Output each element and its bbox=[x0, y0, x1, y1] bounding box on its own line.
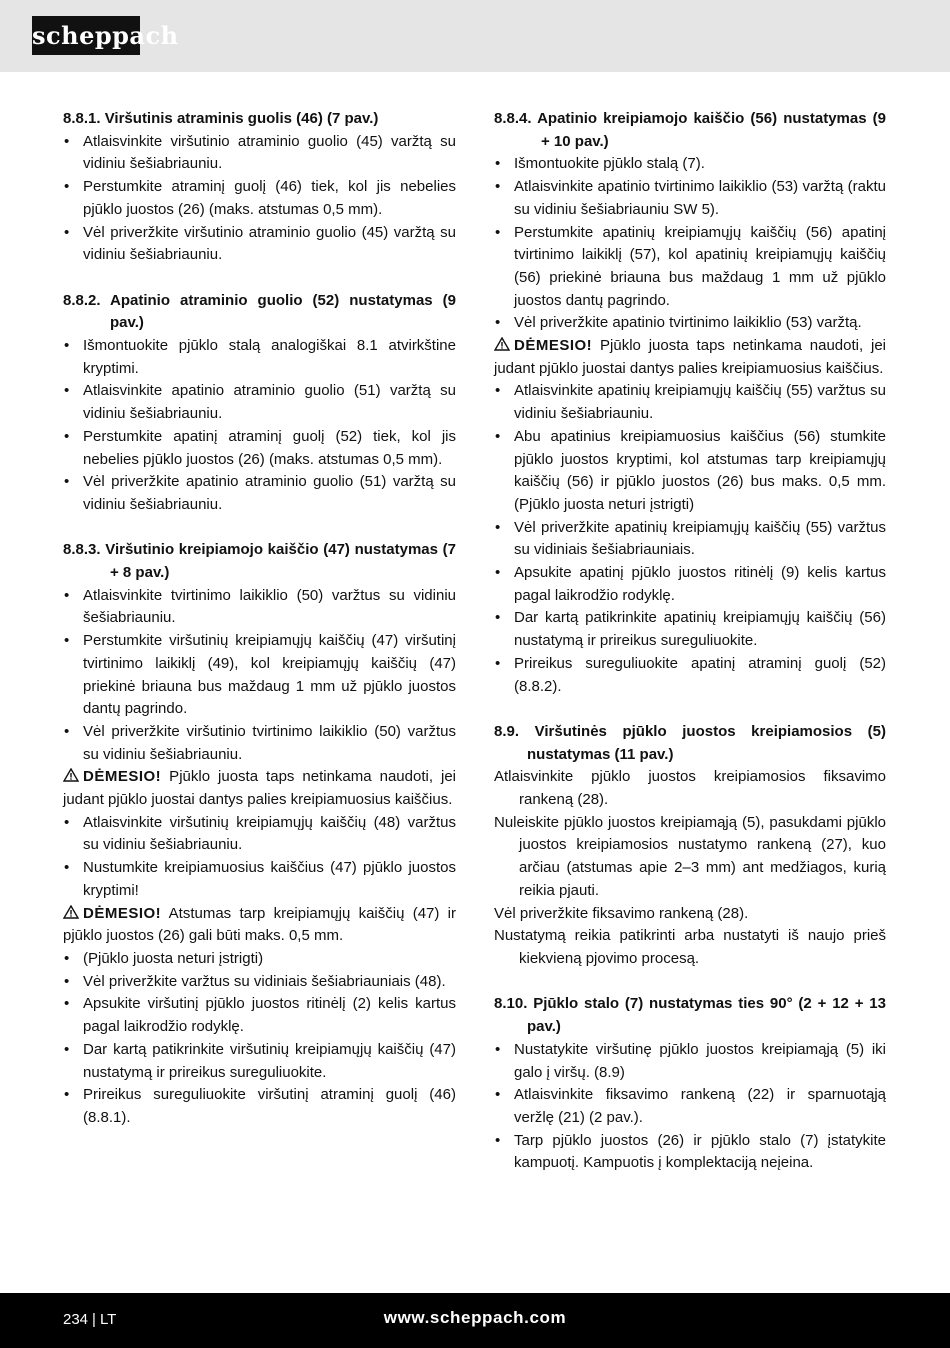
list-item: • Tarp pjūklo juostos (26) ir pjūklo stalo (7) įstatykite kampuotį. Kampuotis į komplektaciją neįeina. bbox=[494, 1130, 886, 1175]
section-list-8-8-1 bbox=[63, 131, 456, 267]
list-item: • Nustatykite viršutinę pjūklo juostos kreipiamąją (5) iki galo į viršų. (8.9) bbox=[494, 1039, 886, 1084]
list-item: • Išmontuokite pjūklo stalą analogiškai 8.1 atvirkštine kryptimi. bbox=[63, 335, 456, 380]
list-item: • Perstumkite viršutinių kreipiamųjų kaiščių (47) viršutinį tvirtinimo laikiklį (49), kol kreipiamųjų kaiščių (47) priekinė briauna bus maždaug 1 mm už pjūklo juostos dantų pagrindo. bbox=[63, 630, 456, 721]
list-item: • Vėl priveržkite apatinių kreipiamųjų kaiščių (55) varžtus su vidiniais šešiabriauniais. bbox=[494, 517, 886, 562]
language-code: LT bbox=[99, 1311, 117, 1328]
warning-text: Pjūklo juosta taps netinkama naudoti, jei judant pjūklo juostai dantys palies kreipiamuosius kaiščius. bbox=[494, 337, 886, 377]
warning-icon bbox=[63, 905, 79, 919]
paragraph: Nuleiskite pjūklo juostos kreipiamąją (5), pasukdami pjūklo juostos kreipiamosios nustatymo rankeną (27), kuo arčiau (atstumas apie 2–3 mm) ant medžiagos, kurią reikia pjauti. bbox=[494, 813, 886, 899]
list-item: • Dar kartą patikrinkite apatinių kreipiamųjų kaiščių (56) nustatymą ir prireikus sureguliuokite. bbox=[494, 607, 886, 652]
right-column bbox=[494, 108, 886, 1175]
list-item: • Vėl priveržkite apatinio atraminio guolio (51) varžtą su vidiniu šešiabriauniu. bbox=[63, 471, 456, 516]
section-heading-8-8-3: 8.8.3. Viršutinio kreipiamojo kaiščio (47) nustatymas (7 + 8 pav.) bbox=[63, 541, 456, 582]
section-list-8-8-4-b bbox=[494, 380, 886, 698]
list-item: • Atlaisvinkite apatinių kreipiamųjų kaiščių (55) varžtus su vidiniu šešiabriauniu. bbox=[494, 380, 886, 425]
page-number-area: 234 | LT bbox=[63, 1311, 117, 1328]
section-heading-8-10: 8.10. Pjūklo stalo (7) nustatymas ties 90° (2 + 12 + 13 pav.) bbox=[494, 995, 886, 1036]
list-item: • (Pjūklo juosta neturi įstrigti) bbox=[63, 948, 456, 971]
list-item: • Atlaisvinkite tvirtinimo laikiklio (50) varžtus su vidiniu šešiabriauniu. bbox=[63, 585, 456, 630]
list-item: • Apsukite apatinį pjūklo juostos ritinėlį (9) kelis kartus pagal laikrodžio rodyklę. bbox=[494, 562, 886, 607]
warning-icon bbox=[63, 768, 79, 782]
section-heading-8-9: 8.9. Viršutinės pjūklo juostos kreipiamosios (5) nustatymas (11 pav.) bbox=[494, 722, 886, 763]
section-heading-8-8-1: 8.8.1. Viršutinis atraminis guolis (46) (7 pav.) bbox=[63, 110, 379, 127]
paragraph: Atlaisvinkite pjūklo juostos kreipiamosios fiksavimo rankeną (28). bbox=[494, 768, 886, 809]
list-item: • Vėl priveržkite viršutinio atraminio guolio (45) varžtą su vidiniu šešiabriauniu. bbox=[63, 222, 456, 267]
brand-logo: scheppach bbox=[32, 16, 140, 55]
list-item: • Apsukite viršutinį pjūklo juostos ritinėlį (2) kelis kartus pagal laikrodžio rodyklę. bbox=[63, 993, 456, 1038]
warning-label: DĖMESIO! bbox=[83, 768, 162, 786]
section-list-8-8-3-b bbox=[63, 812, 456, 903]
warning-icon bbox=[494, 337, 510, 351]
warning-note bbox=[63, 903, 456, 948]
list-item: • Perstumkite apatinių kreipiamųjų kaiščių (56) apatinį tvirtinimo laikiklį (57), kol apatinių kreipiamųjų kaiščių (56) priekinė briauna bus maždaug 1 mm už pjūklo juostos dantų pagrindo. bbox=[494, 222, 886, 313]
warning-note bbox=[494, 335, 886, 380]
list-item: • Perstumkite apatinį atraminį guolį (52) tiek, kol jis nebelies pjūklo juostos (26) (maks. atstumas 0,5 mm). bbox=[63, 426, 456, 471]
section-list-8-8-3-c bbox=[63, 948, 456, 1130]
paragraph: Vėl priveržkite fiksavimo rankeną (28). bbox=[494, 904, 749, 922]
warning-text: Atstumas tarp kreipiamųjų kaiščių (47) ir pjūklo juostos (26) gali būti maks. 0,5 mm. bbox=[63, 904, 456, 945]
website-url: www.scheppach.com bbox=[383, 1308, 567, 1327]
list-item: • Atlaisvinkite viršutinio atraminio guolio (45) varžtą su vidiniu šešiabriauniu. bbox=[63, 131, 456, 176]
list-item: • Atlaisvinkite apatinio atraminio guolio (51) varžtą su vidiniu šešiabriauniu. bbox=[63, 380, 456, 425]
list-item: • Vėl priveržkite varžtus su vidiniais šešiabriauniais (48). bbox=[63, 971, 456, 994]
section-list-8-8-4 bbox=[494, 153, 886, 335]
section-heading-8-8-2: 8.8.2. Apatinio atraminio guolio (52) nustatymas (9 pav.) bbox=[63, 291, 456, 332]
left-column bbox=[63, 108, 456, 1130]
section-list-8-10 bbox=[494, 1039, 886, 1175]
list-item: • Prireikus sureguliuokite viršutinį atraminį guolį (46) (8.8.1). bbox=[63, 1084, 456, 1129]
warning-label: DĖMESIO! bbox=[83, 904, 162, 922]
page-number: 234 bbox=[63, 1311, 89, 1328]
list-item: • Atlaisvinkite fiksavimo rankeną (22) ir sparnuotąją veržlę (21) (2 pav.). bbox=[494, 1084, 886, 1129]
list-item: • Prireikus sureguliuokite apatinį atraminį guolį (52) (8.8.2). bbox=[494, 653, 886, 698]
list-item: • Abu apatinius kreipiamuosius kaiščius (56) stumkite pjūklo juostos kryptimi, kol atstumas tarp kreipiamųjų kaiščių (56) ir pjūklo juostos (26) bus maks. 0,5 mm. (Pjūklo juosta neturi įstrigti) bbox=[494, 426, 886, 517]
page-footer bbox=[0, 1293, 950, 1348]
warning-text: Pjūklo juosta taps netinkama naudoti, jei judant pjūklo juostai dantys palies kreipiamuosius kaiščius. bbox=[63, 768, 456, 809]
paragraph: Nustatymą reikia patikrinti arba nustatyti iš naujo prieš kiekvieną pjovimo procesą. bbox=[494, 927, 886, 967]
section-heading-8-8-4: 8.8.4. Apatinio kreipiamojo kaiščio (56) nustatymas (9 + 10 pav.) bbox=[494, 110, 886, 150]
list-item: • Dar kartą patikrinkite viršutinių kreipiamųjų kaiščių (47) nustatymą ir prireikus sureguliuokite. bbox=[63, 1039, 456, 1084]
list-item: • Nustumkite kreipiamuosius kaiščius (47) pjūklo juostos kryptimi! bbox=[63, 857, 456, 902]
page-header bbox=[0, 0, 950, 72]
warning-label: DĖMESIO! bbox=[514, 337, 593, 355]
list-item: • Išmontuokite pjūklo stalą (7). bbox=[494, 153, 886, 176]
list-item: • Vėl priveržkite apatinio tvirtinimo laikiklio (53) varžtą. bbox=[494, 312, 886, 335]
list-item: • Perstumkite atraminį guolį (46) tiek, kol jis nebelies pjūklo juostos (26) (maks. atstumas 0,5 mm). bbox=[63, 176, 456, 221]
section-list-8-8-2 bbox=[63, 335, 456, 517]
list-item: • Atlaisvinkite viršutinių kreipiamųjų kaiščių (48) varžtus su vidiniu šešiabriauniu. bbox=[63, 812, 456, 857]
list-item: • Atlaisvinkite apatinio tvirtinimo laikiklio (53) varžtą (raktu su vidiniu šešiabriauniu SW 5). bbox=[494, 176, 886, 221]
section-list-8-8-3 bbox=[63, 585, 456, 767]
list-item: • Vėl priveržkite viršutinio tvirtinimo laikiklio (50) varžtus su vidiniu šešiabriauniu. bbox=[63, 721, 456, 766]
warning-note bbox=[63, 766, 456, 811]
